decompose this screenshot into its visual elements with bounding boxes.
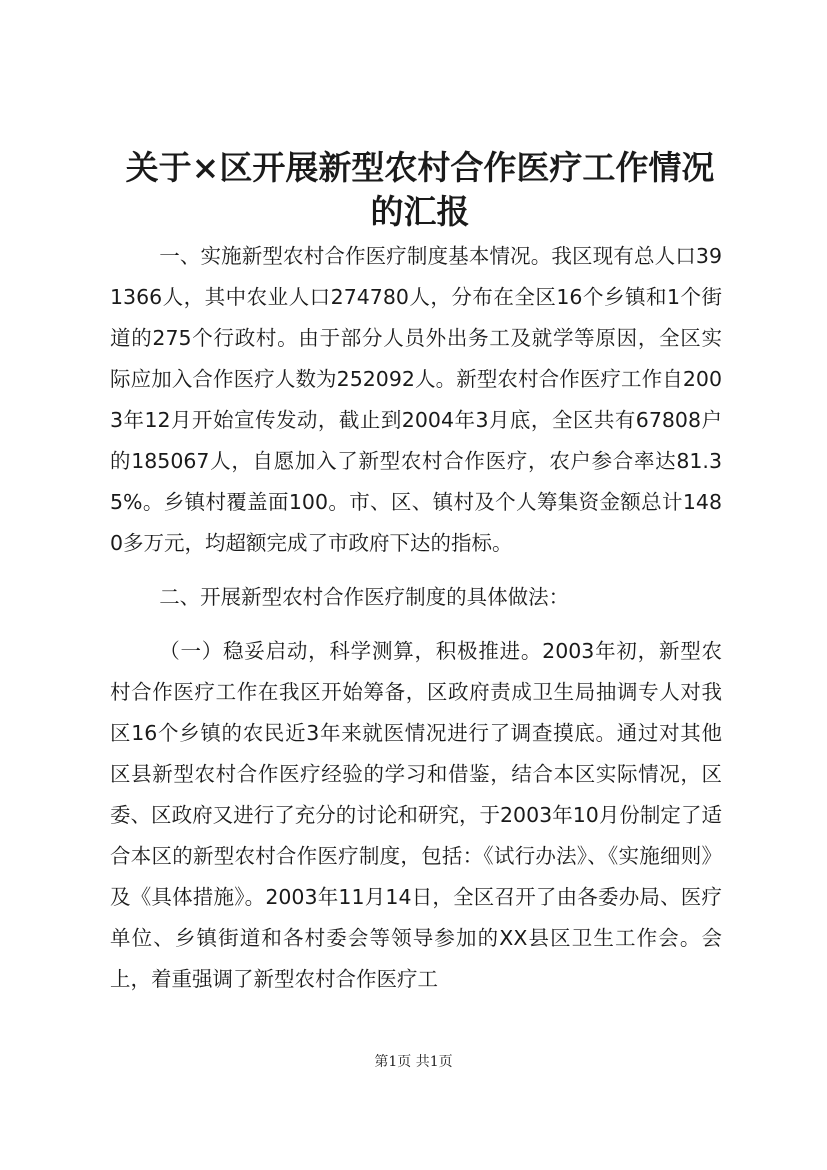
paragraph-basic-situation: 一、实施新型农村合作医疗制度基本情况。我区现有总人口391366人，其中农业人口274780人，分布在全区16个乡镇和1个街道的275个行政村。由于部分人员外出务工及就学等原因，全区实际应加入合作医疗人数为252092人。新型农村合作医疗工作自2003年12月开始宣传发动，截止到2004年3月底，全区共有67808户的185067人，自愿加入了新型农村合作医疗，农户参合率达81.35%。乡镇村覆盖面100。市、区、镇村及个人筹集资金额总计1480多万元，均超额完成了市政府下达的指标。 <box>110 244 722 555</box>
paragraph-section-two-heading: 二、开展新型农村合作医疗制度的具体做法： <box>159 585 570 609</box>
page-footer: 第1页 共1页 <box>374 1054 453 1070</box>
paragraph-steady-start: （一）稳妥启动，科学测算，积极推进。2003年初，新型农村合作医疗工作在我区开始筹备，区政府责成卫生局抽调专人对我区16个乡镇的农民近3年来就医情况进行了调查摸底。通过对其他区县新型农村合作医疗经验的学习和借鉴，结合本区实际情况，区委、区政府又进行了充分的讨论和研究，于2003年10月份制定了适合本区的新型农村合作医疗制度，包括：《试行办法》、《实施细则》及《具体措施》。2003年11月14日，全区召开了由各委办局、医疗单位、乡镇街道和各村委会等领导参加的XX县区卫生工作会。会上，着重强调了新型农村合作医疗工 <box>110 639 722 991</box>
document-title: 关于×区开展新型农村合作医疗工作情况的汇报 <box>125 148 715 231</box>
document-body <box>110 236 722 1013</box>
